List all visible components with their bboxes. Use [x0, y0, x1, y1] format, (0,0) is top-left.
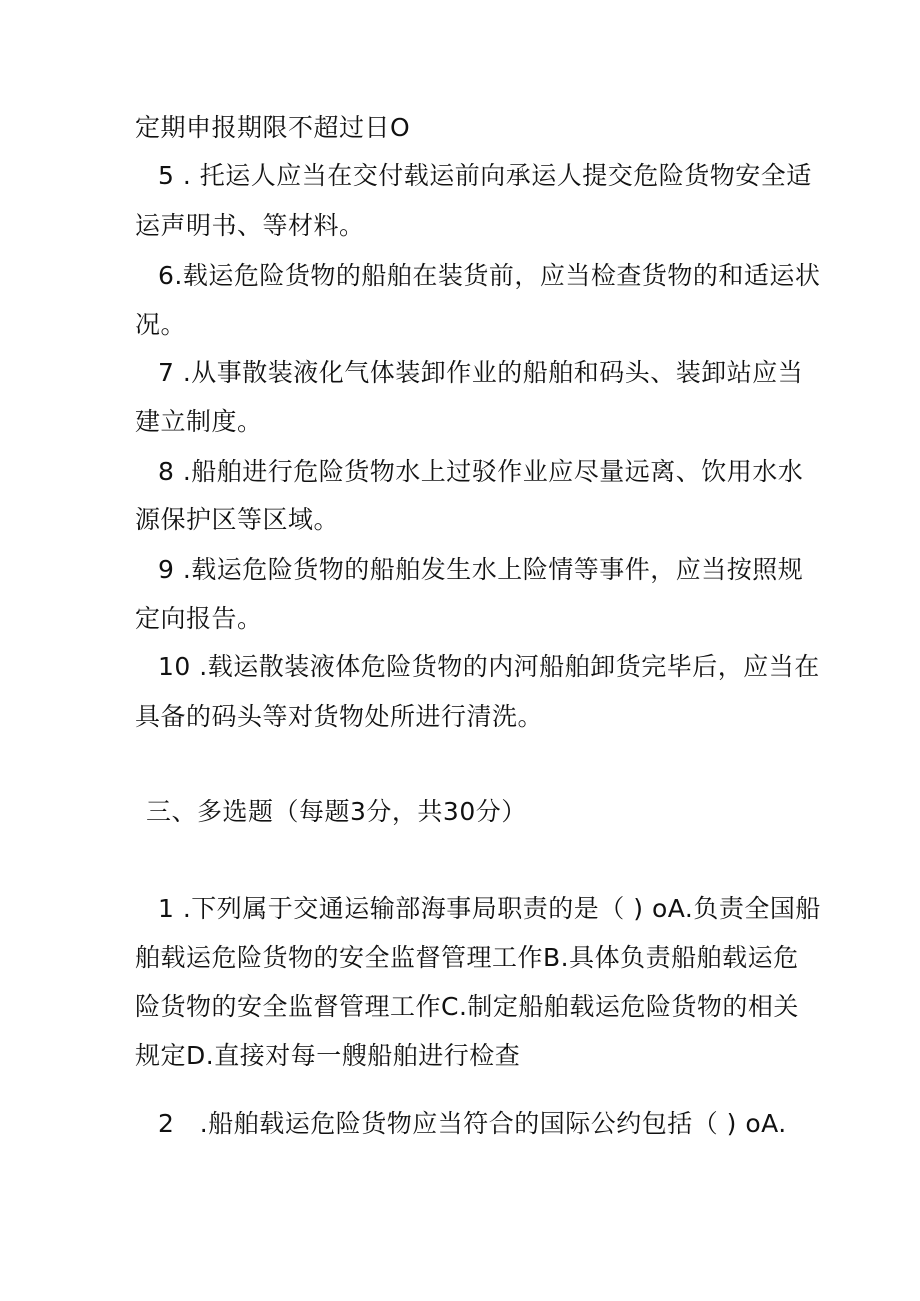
- question-8-line-1: 8 .船舶进行危险货物水上过驳作业应尽量远离、饮用水水: [158, 457, 804, 486]
- mc-question-1-line-3: 险货物的安全监督管理工作C.制定船舶载运危险货物的相关: [135, 992, 799, 1021]
- question-10-line-2: 具备的码头等对货物处所进行清洗。: [135, 702, 544, 731]
- mc-question-2-line-1: 2 .船舶载运危险货物应当符合的国际公约包括（ ) oA.: [158, 1109, 787, 1138]
- mc-question-1-line-2: 舶载运危险货物的安全监督管理工作B.具体负责船舶载运危: [135, 943, 799, 972]
- question-10-line-1: 10 .载运散装液体危险货物的内河船舶卸货完毕后，应当在: [158, 652, 820, 681]
- question-5-line-1: 5 . 托运人应当在交付载运前向承运人提交危险货物安全适: [158, 161, 812, 190]
- question-7-line-2: 建立制度。: [135, 407, 263, 436]
- question-6-line-1: 6.载运危险货物的船舶在装货前，应当检查货物的和适运状: [158, 261, 821, 290]
- mc-question-1-line-1: 1 .下列属于交通运输部海事局职责的是（ ) oA.负责全国船: [158, 894, 821, 923]
- text-line-1: 定期申报期限不超过日O: [135, 113, 411, 142]
- question-7-line-1: 7 .从事散装液化气体装卸作业的船舶和码头、装卸站应当: [158, 358, 804, 387]
- question-6-line-2: 况。: [135, 310, 187, 339]
- question-8-line-2: 源保护区等区域。: [135, 505, 340, 534]
- question-5-line-2: 运声明书、等材料。: [135, 211, 365, 240]
- question-9-line-2: 定向报告。: [135, 604, 263, 633]
- mc-question-1-line-4: 规定D.直接对每一艘船舶进行检查: [135, 1041, 521, 1070]
- section-heading-multiple-choice: 三、多选题（每题3分，共30分）: [146, 797, 527, 826]
- question-9-line-1: 9 .载运危险货物的船舶发生水上险情等事件，应当按照规: [158, 555, 804, 584]
